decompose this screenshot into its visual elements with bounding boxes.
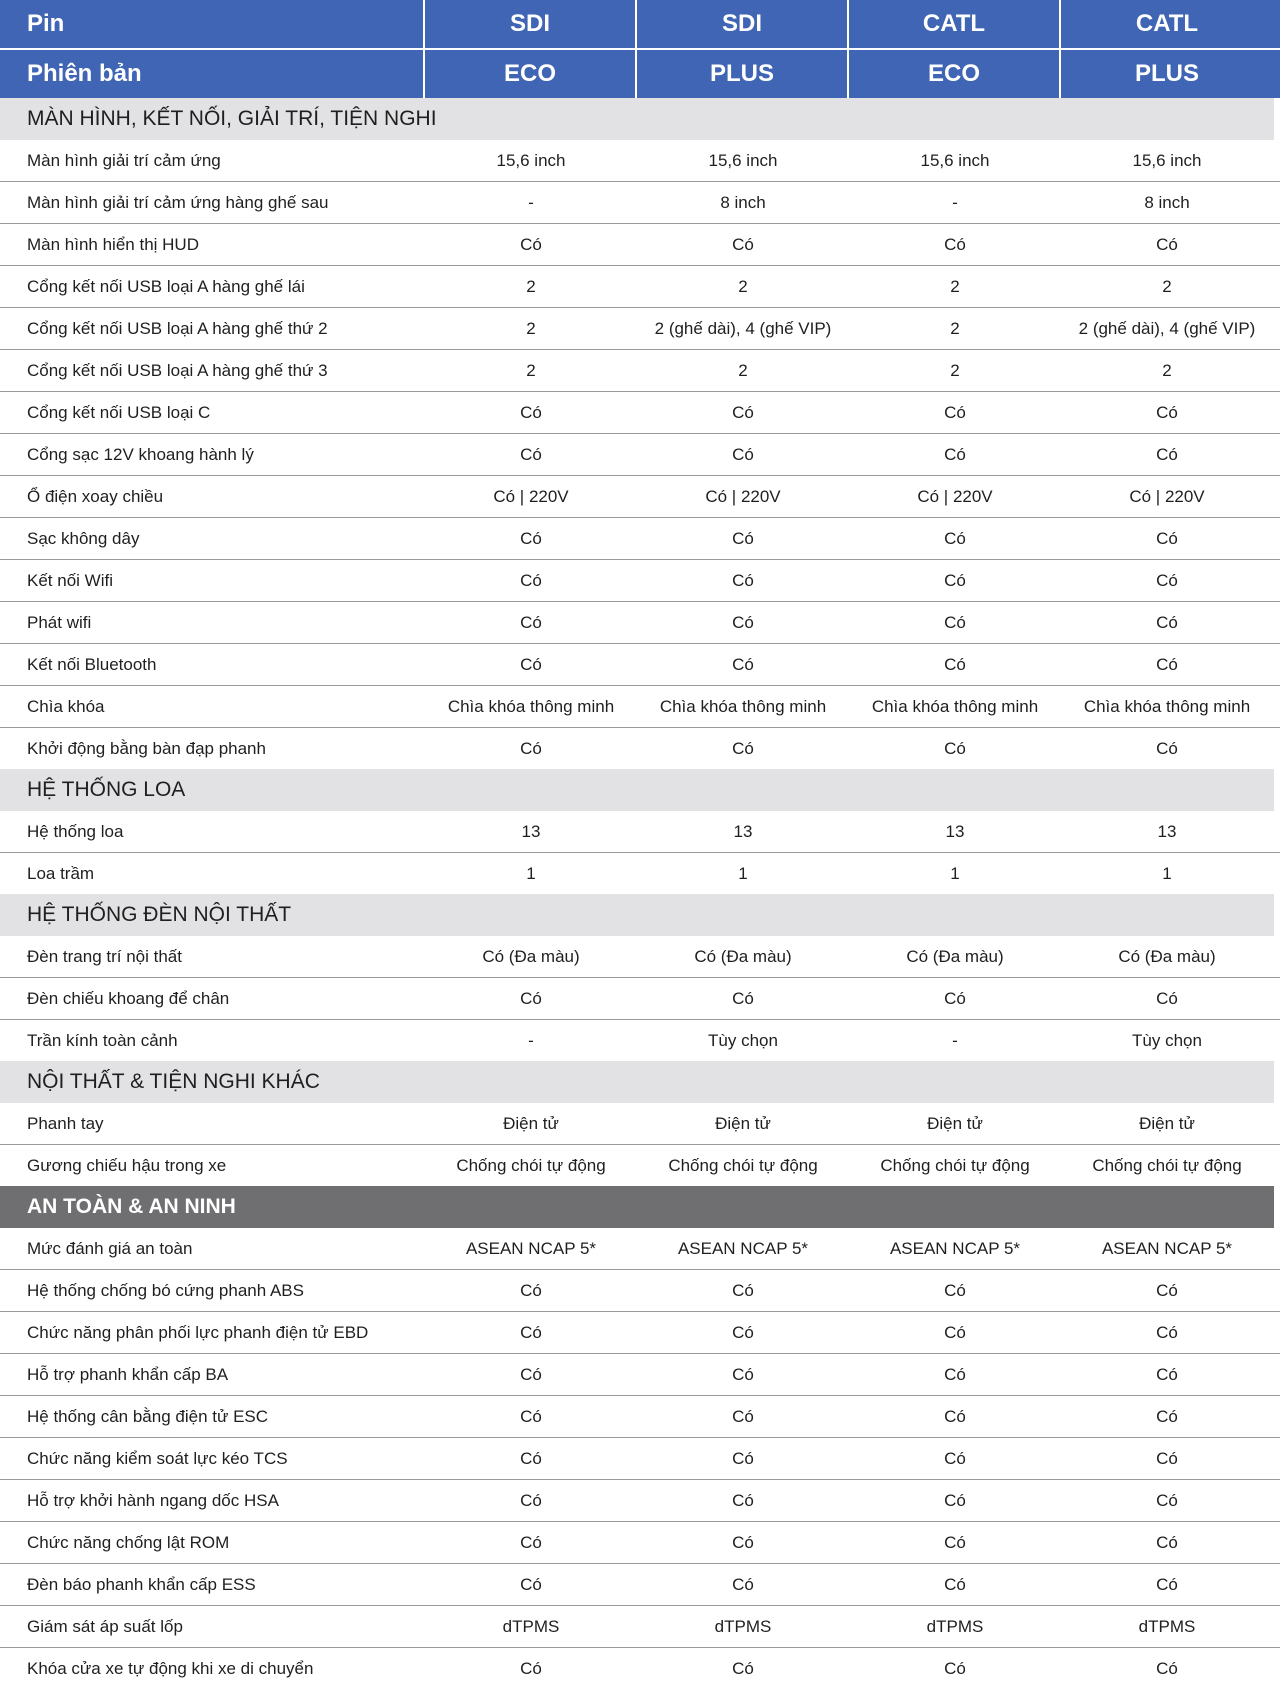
row-value-cell: Có (Đa màu) — [906, 946, 1004, 966]
row-value-cell: Có — [944, 402, 966, 422]
row-value-cell: Có — [944, 654, 966, 674]
row-value-cell: ASEAN NCAP 5* — [677, 1238, 809, 1258]
row-value-cell: Có — [520, 1574, 542, 1594]
row-value-cell: Có — [732, 1280, 754, 1300]
row-value-cell: ASEAN NCAP 5* — [1101, 1238, 1233, 1258]
row-label: Màn hình giải trí cảm ứng — [27, 150, 221, 170]
row-label: Hỗ trợ khởi hành ngang dốc HSA — [27, 1490, 279, 1510]
row-value-cell: Có — [944, 234, 966, 254]
header-battery-cell: SDI — [637, 0, 849, 48]
table-row — [0, 1020, 1280, 1061]
row-value-cell: Có — [520, 1532, 542, 1552]
row-value-cell: Có — [1156, 402, 1178, 422]
row-value-cell: Có (Đa màu) — [1118, 946, 1216, 966]
row-value-cell: Có | 220V — [1129, 486, 1205, 506]
row-label: Hệ thống loa — [27, 821, 124, 841]
row-label: Trần kính toàn cảnh — [27, 1030, 178, 1050]
row-value-cell: Có — [520, 1280, 542, 1300]
row-label: Chức năng kiểm soát lực kéo TCS — [27, 1448, 288, 1468]
table-row — [0, 1438, 1280, 1480]
row-value-cell: 8 inch — [720, 192, 766, 212]
row-value-cell: Có | 220V — [493, 486, 569, 506]
table-row — [0, 853, 1280, 894]
row-value-cell: Có — [944, 528, 966, 548]
header-battery-cell: CATL — [849, 0, 1061, 48]
row-value-cell: Có — [732, 570, 754, 590]
row-value-cell: Có — [944, 1532, 966, 1552]
row-value-cell: Có — [1156, 654, 1178, 674]
row-value-cell: Có — [520, 1490, 542, 1510]
row-value-cell: Có — [520, 1364, 542, 1384]
header-battery-cell: CATL — [1135, 10, 1199, 37]
section-header: AN TOÀN & AN NINH — [0, 1186, 1280, 1228]
row-label: Chức năng chống lật ROM — [27, 1532, 230, 1552]
row-label: Loa trầm — [27, 863, 95, 883]
table-row — [0, 224, 1280, 266]
row-value-cell: Có — [732, 1364, 754, 1384]
header-row-version — [0, 50, 1280, 98]
row-value-cell: Điện tử — [1139, 1113, 1195, 1133]
row-value-cell: Có — [944, 1280, 966, 1300]
row-value-cell: Có (Đa màu) — [694, 946, 792, 966]
row-value-cell: Có — [1156, 738, 1178, 758]
row-value-cell: Có — [520, 1448, 542, 1468]
table-row — [0, 1480, 1280, 1522]
row-value-cell: Có — [1156, 528, 1178, 548]
row-value-cell: 1 — [526, 863, 536, 883]
row-label: Kết nối Wifi — [27, 570, 113, 590]
row-value-cell: Có | 220V — [705, 486, 781, 506]
row-value-cell: 2 — [1162, 276, 1172, 296]
row-label: Cổng kết nối USB loại A hàng ghế lái — [27, 276, 305, 296]
row-value-cell: Có — [520, 1658, 542, 1678]
row-label: Chìa khóa — [27, 696, 105, 716]
row-value-cell: Điện tử — [503, 1113, 559, 1133]
row-value-cell: Có — [520, 528, 542, 548]
table-row — [0, 1564, 1280, 1606]
table-row — [0, 1354, 1280, 1396]
row-value-cell: 2 (ghế dài), 4 (ghế VIP) — [1078, 318, 1256, 338]
row-value-cell: 2 — [950, 318, 960, 338]
row-value-cell: Có — [944, 444, 966, 464]
row-value-cell: Có — [944, 1406, 966, 1426]
table-row — [0, 728, 1280, 769]
row-value-cell: - — [952, 192, 958, 212]
row-value-cell: Có — [520, 988, 542, 1008]
row-value-cell: Có — [1156, 1658, 1178, 1678]
row-value-cell: Có — [1156, 988, 1178, 1008]
header-version-cell: ECO — [849, 50, 1061, 98]
table-row — [0, 560, 1280, 602]
row-value-cell: 2 — [950, 360, 960, 380]
row-value-cell: Tùy chọn — [708, 1030, 778, 1050]
row-label: Chức năng phân phối lực phanh điện tử EBD — [27, 1322, 369, 1342]
row-value-cell: Có — [732, 1574, 754, 1594]
row-value-cell: Có — [732, 234, 754, 254]
table-row — [0, 1270, 1280, 1312]
table-row — [0, 392, 1280, 434]
header-label-version: Phiên bản — [0, 50, 425, 98]
row-label: Sạc không dây — [27, 528, 140, 548]
row-value-cell: 13 — [733, 821, 753, 841]
row-value-cell: - — [952, 1030, 958, 1050]
row-label: Khóa cửa xe tự động khi xe di chuyển — [27, 1658, 314, 1678]
row-value-cell: 13 — [945, 821, 965, 841]
table-row — [0, 476, 1280, 518]
row-value-cell: Điện tử — [927, 1113, 983, 1133]
row-value-cell: 2 — [738, 276, 748, 296]
row-value-cell: 15,6 inch — [1132, 150, 1202, 170]
row-value-cell: ASEAN NCAP 5* — [465, 1238, 597, 1258]
row-value-cell: Có — [944, 1574, 966, 1594]
table-row — [0, 936, 1280, 978]
row-value-cell: Tùy chọn — [1132, 1030, 1202, 1050]
row-value-cell: Chìa khóa thông minh — [659, 696, 827, 716]
row-value-cell: 13 — [1157, 821, 1177, 841]
table-row — [0, 686, 1280, 728]
row-value-cell: Có — [520, 444, 542, 464]
row-value-cell: 2 — [1162, 360, 1172, 380]
row-value-cell: Có — [1156, 1364, 1178, 1384]
row-value-cell: 13 — [521, 821, 541, 841]
row-value-cell: 15,6 inch — [920, 150, 990, 170]
row-value-cell: Có — [1156, 612, 1178, 632]
row-label: Khởi động bằng bàn đạp phanh — [27, 738, 266, 758]
row-value-cell: Có — [944, 612, 966, 632]
row-value-cell: Có — [1156, 1448, 1178, 1468]
row-label: Màn hình giải trí cảm ứng hàng ghế sau — [27, 192, 329, 212]
table-row — [0, 434, 1280, 476]
row-value-cell: Có — [944, 738, 966, 758]
row-value-cell: Có — [1156, 1490, 1178, 1510]
row-value-cell: Có — [520, 612, 542, 632]
row-value-cell: Chống chói tự động — [880, 1155, 1030, 1175]
row-value-cell: Chống chói tự động — [1092, 1155, 1242, 1175]
row-value-cell: Có — [732, 402, 754, 422]
row-label: Hệ thống chống bó cứng phanh ABS — [27, 1280, 304, 1300]
row-value-cell: Có — [732, 1490, 754, 1510]
section-header: MÀN HÌNH, KẾT NỐI, GIẢI TRÍ, TIỆN NGHI — [0, 98, 1280, 140]
row-value-cell: Có — [732, 1406, 754, 1426]
table-row — [0, 182, 1280, 224]
table-row — [0, 644, 1280, 686]
table-row — [0, 140, 1280, 182]
row-value-cell: Có — [520, 1322, 542, 1342]
row-value-cell: Có — [520, 1406, 542, 1426]
table-row — [0, 518, 1280, 560]
row-value-cell: Chìa khóa thông minh — [1083, 696, 1251, 716]
row-value-cell: Có — [732, 738, 754, 758]
row-label: Cổng kết nối USB loại A hàng ghế thứ 2 — [27, 318, 328, 338]
section-header: HỆ THỐNG ĐÈN NỘI THẤT — [0, 894, 1280, 936]
row-value-cell: Có (Đa màu) — [482, 946, 580, 966]
table-row — [0, 1145, 1280, 1186]
row-value-cell: Chìa khóa thông minh — [447, 696, 615, 716]
table-row — [0, 978, 1280, 1020]
row-label: Đèn báo phanh khẩn cấp ESS — [27, 1574, 256, 1594]
row-value-cell: Có — [944, 1490, 966, 1510]
row-label: Gương chiếu hậu trong xe — [27, 1155, 227, 1175]
row-value-cell: 1 — [950, 863, 960, 883]
row-value-cell: - — [528, 192, 534, 212]
table-row — [0, 1103, 1280, 1145]
row-value-cell: Có — [944, 1448, 966, 1468]
row-value-cell: Có — [732, 528, 754, 548]
row-label: Phát wifi — [27, 612, 92, 632]
header-row-battery — [0, 0, 1280, 50]
row-value-cell: 2 (ghế dài), 4 (ghế VIP) — [654, 318, 832, 338]
table-row — [0, 350, 1280, 392]
row-label: Kết nối Bluetooth — [27, 654, 157, 674]
header-version-cell: PLUS — [637, 50, 849, 98]
table-row — [0, 1312, 1280, 1354]
row-value-cell: Có — [520, 654, 542, 674]
header-label-battery: Pin — [0, 0, 425, 48]
table-row — [0, 1522, 1280, 1564]
table-row — [0, 308, 1280, 350]
table-row — [0, 266, 1280, 308]
row-value-cell: Có — [1156, 570, 1178, 590]
section-header: NỘI THẤT & TIỆN NGHI KHÁC — [0, 1061, 1280, 1103]
row-label: Giám sát áp suất lốp — [27, 1616, 183, 1636]
table-row — [0, 811, 1280, 853]
row-value-cell: Có — [944, 570, 966, 590]
header-version-cell: PLUS — [1134, 60, 1199, 87]
row-value-cell: dTPMS — [1138, 1616, 1196, 1636]
row-value-cell: dTPMS — [502, 1616, 560, 1636]
row-value-cell: Có — [732, 1532, 754, 1552]
row-value-cell: Có — [732, 444, 754, 464]
row-label: Cổng sạc 12V khoang hành lý — [27, 444, 254, 464]
row-label: Đèn trang trí nội thất — [27, 946, 182, 966]
row-label: Cổng kết nối USB loại C — [27, 402, 211, 422]
row-value-cell: Có — [520, 234, 542, 254]
row-value-cell: Có — [1156, 1532, 1178, 1552]
row-value-cell: Có — [520, 402, 542, 422]
row-value-cell: Chống chói tự động — [668, 1155, 818, 1175]
row-value-cell: Có — [732, 1448, 754, 1468]
row-value-cell: Có — [944, 988, 966, 1008]
row-label: Màn hình hiển thị HUD — [27, 234, 199, 254]
row-value-cell: Có — [732, 1658, 754, 1678]
row-value-cell: Có — [732, 1322, 754, 1342]
row-label: Ổ điện xoay chiều — [27, 486, 164, 506]
row-value-cell: Có — [944, 1658, 966, 1678]
row-label: Phanh tay — [27, 1113, 104, 1133]
header-battery-cell: SDI — [425, 0, 637, 48]
row-value-cell: Có — [1156, 234, 1178, 254]
row-value-cell: 2 — [738, 360, 748, 380]
row-value-cell: Có — [520, 738, 542, 758]
row-value-cell: Có — [732, 612, 754, 632]
row-label: Hệ thống cân bằng điện tử ESC — [27, 1406, 269, 1426]
table-row — [0, 1606, 1280, 1648]
section-header: HỆ THỐNG LOA — [0, 769, 1280, 811]
row-value-cell: 2 — [526, 276, 536, 296]
row-value-cell: 2 — [526, 360, 536, 380]
table-row — [0, 1648, 1280, 1689]
row-value-cell: 2 — [526, 318, 536, 338]
row-value-cell: ASEAN NCAP 5* — [889, 1238, 1021, 1258]
row-value-cell: Có — [1156, 1406, 1178, 1426]
row-label: Hỗ trợ phanh khẩn cấp BA — [27, 1364, 229, 1384]
row-value-cell: Có — [1156, 1280, 1178, 1300]
row-value-cell: Có — [944, 1322, 966, 1342]
row-value-cell: Có — [732, 988, 754, 1008]
row-value-cell: Có | 220V — [917, 486, 993, 506]
row-value-cell: Chống chói tự động — [456, 1155, 606, 1175]
row-value-cell: 2 — [950, 276, 960, 296]
row-value-cell: Có — [1156, 1574, 1178, 1594]
row-value-cell: 1 — [1162, 863, 1172, 883]
row-value-cell: Điện tử — [715, 1113, 771, 1133]
row-value-cell: 15,6 inch — [496, 150, 566, 170]
row-label: Cổng kết nối USB loại A hàng ghế thứ 3 — [27, 360, 328, 380]
row-value-cell: Chìa khóa thông minh — [871, 696, 1039, 716]
header-version-cell: ECO — [425, 50, 637, 98]
row-value-cell: Có — [1156, 444, 1178, 464]
table-row — [0, 1228, 1280, 1270]
row-value-cell: 8 inch — [1144, 192, 1190, 212]
row-value-cell: Có — [1156, 1322, 1178, 1342]
row-value-cell: dTPMS — [926, 1616, 984, 1636]
table-row — [0, 1396, 1280, 1438]
row-value-cell: Có — [944, 1364, 966, 1384]
spec-sections — [0, 98, 1280, 1689]
table-row — [0, 602, 1280, 644]
row-label: Mức đánh giá an toàn — [27, 1238, 193, 1258]
row-value-cell: dTPMS — [714, 1616, 772, 1636]
row-value-cell: - — [528, 1030, 534, 1050]
row-value-cell: 1 — [738, 863, 748, 883]
row-value-cell: 15,6 inch — [708, 150, 778, 170]
row-label: Đèn chiếu khoang để chân — [27, 988, 230, 1008]
row-value-cell: Có — [520, 570, 542, 590]
row-value-cell: Có — [732, 654, 754, 674]
